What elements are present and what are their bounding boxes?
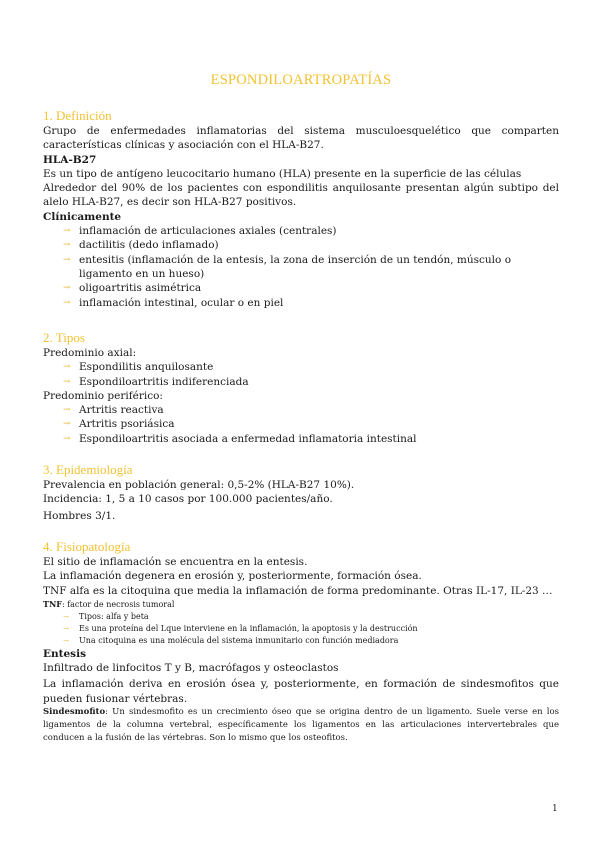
paragraph: La inflamación degenera en erosión y, posteriormente, formación ósea.: [43, 570, 422, 583]
subheading-hla: HLA-B27: [43, 153, 97, 166]
section-epidemiologia: [43, 462, 559, 523]
section-heading: 4. Fisiopatología: [43, 539, 131, 554]
arrow-icon: →: [63, 283, 71, 294]
arrow-icon: →: [63, 419, 71, 430]
arrow-icon: →: [63, 297, 71, 308]
arrow-icon: →: [63, 612, 69, 621]
subheading-clinicamente: Clínicamente: [43, 210, 122, 223]
arrow-icon: →: [63, 240, 71, 251]
list-item: → Una citoquina es una molécula del sistema inmunitario con función mediadora: [63, 635, 399, 645]
list-item: → Espondilitis anquilosante: [63, 361, 214, 374]
paragraph: Prevalencia en población general: 0,5-2% (HLA-B27 10%).: [43, 479, 355, 491]
arrow-icon: →: [63, 376, 71, 387]
list-item: → Artritis psoriásica: [63, 418, 175, 431]
section-heading: 1. Definición: [43, 108, 112, 123]
arrow-icon: →: [63, 624, 69, 633]
paragraph: La inflamación deriva en erosión ósea y, posteriormente, en formación de sindesmofitos que pueden fusionar vértebras.: [43, 678, 559, 705]
paragraph: El sitio de inflamación se encuentra en la entesis.: [43, 556, 308, 568]
section-tipos: [43, 330, 559, 446]
list-item: → oligoartritis asimétrica: [63, 282, 202, 295]
peripheral-list: [43, 403, 559, 446]
subheading-entesis: Entesis: [43, 647, 86, 660]
list-item: → Tipos: alfa y beta: [63, 611, 149, 621]
list-item: → Es una proteína del Lque interviene en la inflamación, la apoptosis y la destrucción: [63, 623, 418, 633]
paragraph: Hombres 3/1.: [43, 509, 116, 522]
paragraph: Infiltrado de linfocitos T y B, macrófagos y osteoclastos: [43, 662, 339, 675]
list-item: → Espondiloartritis indiferenciada: [63, 375, 249, 388]
paragraph: Es un tipo de antígeno leucocitario humano (HLA) presente en la superficie de las células: [43, 167, 522, 180]
paragraph: Alrededor del 90% de los pacientes con espondilitis anquilosante presentan algún subtipo del alelo HLA-B27, es decir son HLA-B27 positivos.: [43, 182, 559, 209]
list-item: → inflamación intestinal, ocular o en piel: [63, 296, 284, 309]
list-item: → Artritis reactiva: [63, 404, 164, 417]
list-item: → dactilitis (dedo inflamado): [63, 239, 219, 252]
list-item: → Espondiloartritis asociada a enfermedad inflamatoria intestinal: [63, 432, 417, 445]
arrow-icon: →: [63, 433, 71, 444]
section-heading: 3. Epidemiología: [43, 462, 133, 477]
paragraph: Predominio axial:: [43, 347, 137, 359]
section-fisiopatologia: [43, 539, 559, 745]
arrow-icon: →: [63, 362, 71, 373]
tnf-definition: TNF: factor de necrosis tumoral: [43, 598, 175, 609]
tnf-list: [43, 611, 559, 647]
axial-list: [43, 360, 559, 389]
list-item: → entesitis (inflamación de la entesis, la zona de inserción de un tendón, músculo o ligamento en un hueso): [63, 253, 512, 280]
arrow-icon: →: [63, 254, 71, 265]
arrow-icon: →: [63, 405, 71, 416]
section-definicion: [43, 108, 559, 310]
arrow-icon: →: [63, 636, 69, 645]
section-heading: 2. Tipos: [43, 330, 85, 345]
page-number: 1: [552, 804, 558, 814]
clinical-list: [43, 224, 559, 310]
arrow-icon: →: [63, 226, 71, 237]
paragraph: Incidencia: 1, 5 a 10 casos por 100.000 pacientes/año.: [43, 493, 333, 506]
paragraph: TNF alfa es la citoquina que media la inflamación de forma predominante. Otras IL-17, IL-23 …: [43, 584, 553, 597]
document-title: ESPONDILOARTROPATÍAS: [210, 72, 392, 88]
sindesmofito-definition: Sindesmofito: Un sindesmofito es un crecimiento óseo que se origina dentro de un ligamento. Suele verse en los ligamentos de la columna vertebral, específicamente los ligamentos en las articulaciones intervertebrales que conducen a la fusión de las vértebras. Son lo mismo que los osteofitos.: [43, 707, 559, 744]
paragraph: Grupo de enfermedades inflamatorias del sistema musculoesquelético que comparten características clínicas y asociación con el HLA-B27.: [43, 125, 559, 152]
list-item: → inflamación de articulaciones axiales (centrales): [63, 225, 337, 238]
paragraph: Predominio periférico:: [43, 389, 163, 402]
